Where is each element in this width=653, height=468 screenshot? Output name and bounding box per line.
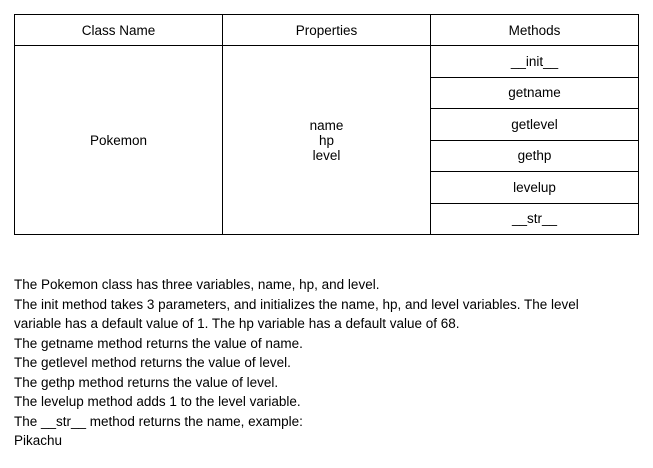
description-line: The getlevel method returns the value of level. [14,355,291,370]
class-diagram-table [14,14,639,235]
class-name-cell: Pokemon [15,46,223,235]
description-line: The gethp method returns the value of level. [14,374,279,390]
method-cell: getname [431,77,639,109]
description-line: The init method takes 3 parameters, and initializes the name, hp, and level variables. The level [14,296,579,312]
description-line: The __str__ method returns the name, example: [14,413,303,429]
description-line: The levelup method adds 1 to the level variable. [14,394,301,409]
description-line: Pikachu [14,433,63,448]
description-line: The getname method returns the value of name. [14,335,303,351]
method-cell: gethp [431,140,639,172]
header-class-name: Class Name [15,15,223,46]
header-row [15,15,639,46]
property-item: hp [318,132,335,148]
description-line: variable has a default value of 1. The hp variable has a default value of 68. [14,316,460,331]
header-properties: Properties [223,15,431,46]
method-cell: __str__ [431,203,639,235]
method-cell: levelup [431,172,639,204]
method-cell: __init__ [431,46,639,78]
description-line: The Pokemon class has three variables, name, hp, and level. [14,277,380,292]
method-cell: getlevel [431,109,639,141]
property-item: name [309,117,344,133]
table-row [15,46,639,78]
description [14,275,644,451]
header-methods: Methods [431,15,639,46]
properties-cell [223,46,431,235]
property-item: level [312,147,341,163]
